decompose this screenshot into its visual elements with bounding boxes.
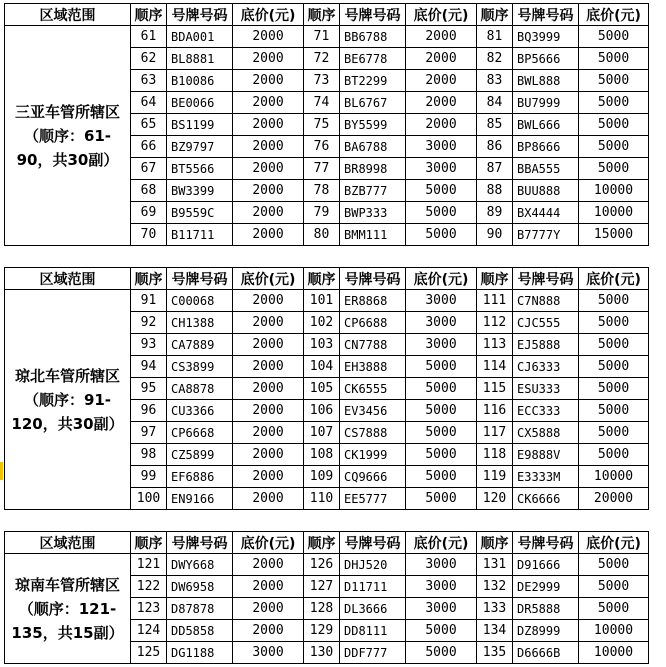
base-price-cell: 5000	[406, 356, 477, 378]
plate-number-cell: EJ5888	[513, 334, 579, 356]
plate-number-cell: DR5888	[513, 598, 579, 620]
plate-number-cell: DHJ520	[340, 554, 406, 576]
order-cell: 107	[304, 422, 340, 444]
base-price-cell: 2000	[406, 92, 477, 114]
order-cell: 66	[131, 136, 167, 158]
base-price-cell: 5000	[579, 70, 649, 92]
plate-number-cell: EE5777	[340, 488, 406, 510]
base-price-cell: 5000	[579, 598, 649, 620]
order-cell: 120	[477, 488, 513, 510]
cell-marker	[0, 462, 3, 480]
order-cell: 111	[477, 290, 513, 312]
order-cell: 133	[477, 598, 513, 620]
column-header: 底价(元)	[233, 268, 304, 290]
order-cell: 87	[477, 158, 513, 180]
plate-number-cell: BZB777	[340, 180, 406, 202]
base-price-cell: 2000	[233, 92, 304, 114]
order-cell: 108	[304, 444, 340, 466]
plate-number-cell: CZ5899	[167, 444, 233, 466]
plate-number-cell: BP8666	[513, 136, 579, 158]
column-header: 号牌号码	[513, 268, 579, 290]
base-price-cell: 5000	[579, 400, 649, 422]
plate-number-cell: CK1999	[340, 444, 406, 466]
order-cell: 96	[131, 400, 167, 422]
plate-number-cell: ER8868	[340, 290, 406, 312]
plate-number-cell: CX5888	[513, 422, 579, 444]
qiongbei-table-block	[4, 267, 649, 510]
order-cell: 91	[131, 290, 167, 312]
order-cell: 71	[304, 26, 340, 48]
base-price-cell: 3000	[406, 312, 477, 334]
plate-number-cell: D91666	[513, 554, 579, 576]
plate-number-cell: BWL888	[513, 70, 579, 92]
order-cell: 135	[477, 642, 513, 664]
order-cell: 72	[304, 48, 340, 70]
order-cell: 121	[131, 554, 167, 576]
order-cell: 61	[131, 26, 167, 48]
plate-number-cell: CU3366	[167, 400, 233, 422]
order-cell: 125	[131, 642, 167, 664]
order-cell: 130	[304, 642, 340, 664]
base-price-cell: 2000	[233, 70, 304, 92]
order-cell: 102	[304, 312, 340, 334]
column-header: 顺序	[131, 268, 167, 290]
base-price-cell: 5000	[406, 620, 477, 642]
base-price-cell: 2000	[233, 576, 304, 598]
column-header: 号牌号码	[340, 4, 406, 26]
base-price-cell: 5000	[579, 290, 649, 312]
column-header: 号牌号码	[167, 268, 233, 290]
base-price-cell: 2000	[233, 312, 304, 334]
base-price-cell: 10000	[579, 180, 649, 202]
column-header: 底价(元)	[233, 4, 304, 26]
base-price-cell: 2000	[406, 48, 477, 70]
order-cell: 104	[304, 356, 340, 378]
column-header: 号牌号码	[340, 268, 406, 290]
plate-number-cell: BY5599	[340, 114, 406, 136]
column-header: 号牌号码	[513, 4, 579, 26]
order-cell: 85	[477, 114, 513, 136]
plate-number-cell: BB6788	[340, 26, 406, 48]
order-cell: 109	[304, 466, 340, 488]
order-cell: 79	[304, 202, 340, 224]
base-price-cell: 5000	[406, 642, 477, 664]
order-cell: 127	[304, 576, 340, 598]
base-price-cell: 2000	[233, 444, 304, 466]
base-price-cell: 5000	[579, 356, 649, 378]
plate-number-cell: BL6767	[340, 92, 406, 114]
plate-number-cell: BU7999	[513, 92, 579, 114]
base-price-cell: 5000	[579, 312, 649, 334]
plate-number-cell: DG1188	[167, 642, 233, 664]
order-cell: 74	[304, 92, 340, 114]
plate-number-cell: CS7888	[340, 422, 406, 444]
plate-number-cell: BUU888	[513, 180, 579, 202]
base-price-cell: 2000	[406, 26, 477, 48]
order-cell: 73	[304, 70, 340, 92]
order-cell: 114	[477, 356, 513, 378]
plate-number-cell: D11711	[340, 576, 406, 598]
plate-number-cell: BE0066	[167, 92, 233, 114]
base-price-cell: 5000	[579, 114, 649, 136]
order-cell: 118	[477, 444, 513, 466]
base-price-cell: 3000	[406, 576, 477, 598]
column-header: 顺序	[304, 268, 340, 290]
base-price-cell: 2000	[233, 114, 304, 136]
order-cell: 63	[131, 70, 167, 92]
base-price-cell: 3000	[406, 290, 477, 312]
plate-number-cell: BQ3999	[513, 26, 579, 48]
base-price-cell: 2000	[233, 422, 304, 444]
order-cell: 76	[304, 136, 340, 158]
base-price-cell: 5000	[579, 48, 649, 70]
order-cell: 115	[477, 378, 513, 400]
order-cell: 82	[477, 48, 513, 70]
base-price-cell: 2000	[233, 554, 304, 576]
column-header: 号牌号码	[167, 4, 233, 26]
order-cell: 131	[477, 554, 513, 576]
column-header: 号牌号码	[340, 532, 406, 554]
base-price-cell: 2000	[406, 70, 477, 92]
base-price-cell: 5000	[406, 488, 477, 510]
order-cell: 68	[131, 180, 167, 202]
order-cell: 65	[131, 114, 167, 136]
plate-number-cell: D87878	[167, 598, 233, 620]
plate-price-table	[4, 531, 649, 664]
plate-number-cell: BWL666	[513, 114, 579, 136]
column-header: 顺序	[131, 4, 167, 26]
order-cell: 62	[131, 48, 167, 70]
plate-number-cell: BP5666	[513, 48, 579, 70]
plate-number-cell: BX4444	[513, 202, 579, 224]
column-header: 顺序	[131, 532, 167, 554]
base-price-cell: 5000	[406, 378, 477, 400]
plate-number-cell: CJ6333	[513, 356, 579, 378]
plate-number-cell: C00068	[167, 290, 233, 312]
order-cell: 124	[131, 620, 167, 642]
column-header: 顺序	[304, 4, 340, 26]
plate-number-cell: CS3899	[167, 356, 233, 378]
base-price-cell: 5000	[406, 400, 477, 422]
order-cell: 98	[131, 444, 167, 466]
order-cell: 126	[304, 554, 340, 576]
order-cell: 119	[477, 466, 513, 488]
table-row	[5, 290, 649, 312]
plate-number-cell: CH1388	[167, 312, 233, 334]
order-cell: 110	[304, 488, 340, 510]
plate-number-cell: CK6666	[513, 488, 579, 510]
order-cell: 101	[304, 290, 340, 312]
base-price-cell: 5000	[406, 422, 477, 444]
order-cell: 134	[477, 620, 513, 642]
base-price-cell: 2000	[233, 136, 304, 158]
base-price-cell: 2000	[233, 378, 304, 400]
base-price-cell: 5000	[579, 378, 649, 400]
order-cell: 69	[131, 202, 167, 224]
region-cell: 琼北车管所辖区（顺序：91-120，共30副）	[5, 290, 131, 510]
order-cell: 100	[131, 488, 167, 510]
region-cell: 琼南车管所辖区（顺序：121-135，共15副）	[5, 554, 131, 664]
order-cell: 92	[131, 312, 167, 334]
order-cell: 128	[304, 598, 340, 620]
plate-number-cell: E3333M	[513, 466, 579, 488]
plate-number-cell: DDF777	[340, 642, 406, 664]
base-price-cell: 5000	[579, 136, 649, 158]
base-price-cell: 3000	[233, 642, 304, 664]
plate-number-cell: BE6778	[340, 48, 406, 70]
column-header: 顺序	[477, 268, 513, 290]
plate-number-cell: DE2999	[513, 576, 579, 598]
plate-number-cell: CK6555	[340, 378, 406, 400]
base-price-cell: 5000	[579, 334, 649, 356]
column-header: 号牌号码	[513, 532, 579, 554]
base-price-cell: 3000	[406, 158, 477, 180]
base-price-cell: 5000	[406, 466, 477, 488]
base-price-cell: 5000	[579, 422, 649, 444]
plate-number-cell: B11711	[167, 224, 233, 246]
plate-number-cell: BT5566	[167, 158, 233, 180]
column-header: 区域范围	[5, 268, 131, 290]
order-cell: 67	[131, 158, 167, 180]
column-header: 底价(元)	[579, 268, 649, 290]
order-cell: 97	[131, 422, 167, 444]
order-cell: 81	[477, 26, 513, 48]
plate-number-cell: CA8878	[167, 378, 233, 400]
base-price-cell: 2000	[233, 620, 304, 642]
base-price-cell: 5000	[406, 444, 477, 466]
plate-number-cell: DWY668	[167, 554, 233, 576]
plate-number-cell: BZ9797	[167, 136, 233, 158]
order-cell: 93	[131, 334, 167, 356]
plate-number-cell: DD5858	[167, 620, 233, 642]
plate-number-cell: B9559C	[167, 202, 233, 224]
base-price-cell: 10000	[579, 202, 649, 224]
base-price-cell: 2000	[233, 180, 304, 202]
table-row	[5, 554, 649, 576]
sanya-table-block	[4, 3, 649, 246]
plate-number-cell: DD8111	[340, 620, 406, 642]
plate-number-cell: CA7889	[167, 334, 233, 356]
plate-number-cell: EV3456	[340, 400, 406, 422]
order-cell: 95	[131, 378, 167, 400]
plate-number-cell: BA6788	[340, 136, 406, 158]
header-row	[5, 4, 649, 26]
order-cell: 64	[131, 92, 167, 114]
plate-number-cell: EN9166	[167, 488, 233, 510]
plate-number-cell: BDA001	[167, 26, 233, 48]
header-row	[5, 532, 649, 554]
plate-number-cell: BW3399	[167, 180, 233, 202]
base-price-cell: 5000	[579, 444, 649, 466]
base-price-cell: 2000	[233, 26, 304, 48]
plate-number-cell: BR8998	[340, 158, 406, 180]
order-cell: 123	[131, 598, 167, 620]
plate-price-table	[4, 3, 649, 246]
plate-number-cell: EH3888	[340, 356, 406, 378]
order-cell: 90	[477, 224, 513, 246]
plate-number-cell: DW6958	[167, 576, 233, 598]
base-price-cell: 3000	[406, 136, 477, 158]
order-cell: 116	[477, 400, 513, 422]
region-cell: 三亚车管所辖区（顺序：61-90，共30副）	[5, 26, 131, 246]
plate-number-cell: EF6886	[167, 466, 233, 488]
plate-number-cell: BT2299	[340, 70, 406, 92]
base-price-cell: 2000	[233, 48, 304, 70]
base-price-cell: 2000	[406, 114, 477, 136]
plate-number-cell: CP6688	[340, 312, 406, 334]
order-cell: 99	[131, 466, 167, 488]
base-price-cell: 5000	[579, 26, 649, 48]
base-price-cell: 5000	[579, 92, 649, 114]
header-row	[5, 268, 649, 290]
plate-number-cell: D6666B	[513, 642, 579, 664]
order-cell: 129	[304, 620, 340, 642]
order-cell: 103	[304, 334, 340, 356]
column-header: 区域范围	[5, 532, 131, 554]
plate-number-cell: BMM111	[340, 224, 406, 246]
plate-number-cell: DL3666	[340, 598, 406, 620]
order-cell: 122	[131, 576, 167, 598]
column-header: 顺序	[477, 4, 513, 26]
plate-number-cell: DZ8999	[513, 620, 579, 642]
order-cell: 78	[304, 180, 340, 202]
order-cell: 84	[477, 92, 513, 114]
order-cell: 88	[477, 180, 513, 202]
plate-number-cell: B7777Y	[513, 224, 579, 246]
column-header: 底价(元)	[233, 532, 304, 554]
order-cell: 112	[477, 312, 513, 334]
plate-number-cell: BWP333	[340, 202, 406, 224]
plate-number-cell: CN7788	[340, 334, 406, 356]
plate-number-cell: CJC555	[513, 312, 579, 334]
base-price-cell: 10000	[579, 620, 649, 642]
base-price-cell: 15000	[579, 224, 649, 246]
base-price-cell: 2000	[233, 356, 304, 378]
plate-price-table	[4, 267, 649, 510]
base-price-cell: 2000	[233, 224, 304, 246]
base-price-cell: 2000	[233, 158, 304, 180]
plate-number-cell: ECC333	[513, 400, 579, 422]
column-header: 号牌号码	[167, 532, 233, 554]
plate-number-cell: BBA555	[513, 158, 579, 180]
base-price-cell: 3000	[406, 554, 477, 576]
base-price-cell: 5000	[406, 224, 477, 246]
base-price-cell: 5000	[579, 576, 649, 598]
plate-number-cell: ESU333	[513, 378, 579, 400]
table-row	[5, 26, 649, 48]
column-header: 顺序	[477, 532, 513, 554]
base-price-cell: 2000	[233, 334, 304, 356]
column-header: 顺序	[304, 532, 340, 554]
plate-number-cell: C7N888	[513, 290, 579, 312]
base-price-cell: 2000	[233, 598, 304, 620]
plate-number-cell: E9888V	[513, 444, 579, 466]
base-price-cell: 5000	[579, 554, 649, 576]
base-price-cell: 2000	[233, 202, 304, 224]
plate-number-cell: B10086	[167, 70, 233, 92]
order-cell: 83	[477, 70, 513, 92]
plate-number-cell: BS1199	[167, 114, 233, 136]
order-cell: 105	[304, 378, 340, 400]
order-cell: 89	[477, 202, 513, 224]
base-price-cell: 2000	[233, 466, 304, 488]
order-cell: 106	[304, 400, 340, 422]
plate-number-cell: BL8881	[167, 48, 233, 70]
base-price-cell: 2000	[233, 488, 304, 510]
order-cell: 86	[477, 136, 513, 158]
base-price-cell: 3000	[406, 334, 477, 356]
order-cell: 75	[304, 114, 340, 136]
base-price-cell: 5000	[406, 180, 477, 202]
base-price-cell: 3000	[406, 598, 477, 620]
order-cell: 132	[477, 576, 513, 598]
base-price-cell: 5000	[579, 158, 649, 180]
qiongnan-table-block	[4, 531, 649, 664]
column-header: 底价(元)	[406, 268, 477, 290]
column-header: 底价(元)	[406, 532, 477, 554]
column-header: 底价(元)	[579, 532, 649, 554]
base-price-cell: 2000	[233, 290, 304, 312]
column-header: 区域范围	[5, 4, 131, 26]
order-cell: 80	[304, 224, 340, 246]
order-cell: 77	[304, 158, 340, 180]
order-cell: 117	[477, 422, 513, 444]
column-header: 底价(元)	[406, 4, 477, 26]
base-price-cell: 2000	[233, 400, 304, 422]
order-cell: 113	[477, 334, 513, 356]
order-cell: 94	[131, 356, 167, 378]
plate-number-cell: CQ9666	[340, 466, 406, 488]
base-price-cell: 10000	[579, 466, 649, 488]
base-price-cell: 20000	[579, 488, 649, 510]
base-price-cell: 10000	[579, 642, 649, 664]
column-header: 底价(元)	[579, 4, 649, 26]
base-price-cell: 5000	[406, 202, 477, 224]
plate-number-cell: CP6668	[167, 422, 233, 444]
order-cell: 70	[131, 224, 167, 246]
